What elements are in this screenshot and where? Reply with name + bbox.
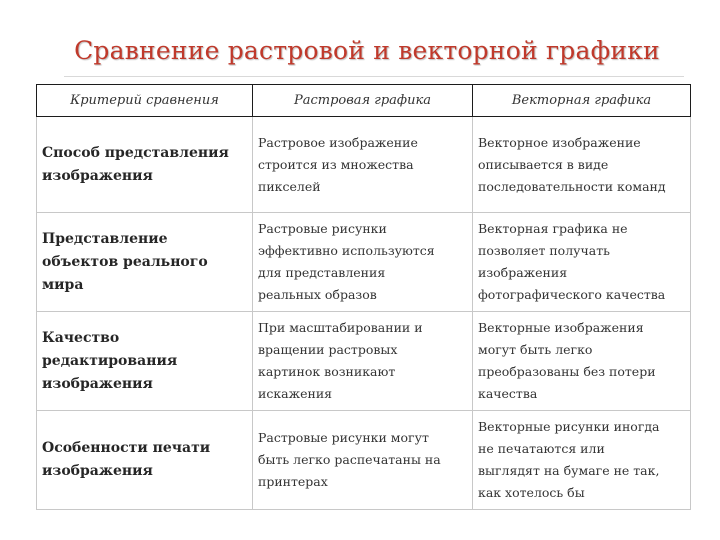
criterion-cell: [37, 213, 253, 312]
cell-line: реальных образов: [258, 287, 377, 302]
cell-line: При масштабировании и: [258, 320, 423, 335]
table-row: [37, 213, 691, 312]
cell-line: принтерах: [258, 474, 328, 489]
cell-line: описывается в виде: [478, 156, 609, 172]
cell-line: Векторное изображение: [478, 134, 641, 150]
slide-title: Сравнение растровой и векторной графики: [74, 36, 660, 65]
cell-line: качества: [478, 386, 538, 401]
table-row: [37, 312, 691, 411]
cell-line: преобразованы без потери: [478, 364, 656, 379]
cell-line: как хотелось бы: [478, 485, 585, 500]
cell-line: Особенности печати: [42, 440, 211, 456]
cell-line: позволяет получать: [478, 243, 610, 258]
cell-line: Растровое изображение: [258, 134, 418, 150]
cell-line: Растровые рисунки могут: [258, 430, 429, 445]
table-header-row: [37, 85, 691, 117]
cell-line: фотографического качества: [478, 287, 666, 302]
cell-line: Качество: [42, 329, 120, 346]
raster-cell: [253, 117, 473, 213]
cell-line: Представление: [42, 230, 168, 247]
raster-cell: [253, 213, 473, 312]
cell-line: пикселей: [258, 178, 321, 194]
criterion-cell: [37, 312, 253, 411]
vector-cell: [473, 312, 691, 411]
cell-line: изображения: [42, 463, 153, 479]
header-vector: Векторная графика: [473, 85, 691, 117]
header-criterion: Критерий сравнения: [37, 85, 253, 117]
cell-line: изображения: [42, 167, 153, 184]
cell-line: Векторные рисунки иногда: [478, 419, 660, 434]
table-row: [37, 411, 691, 510]
cell-line: редактирования: [42, 352, 178, 369]
cell-line: для представления: [258, 265, 386, 280]
cell-line: картинок возникают: [258, 364, 396, 379]
criterion-cell: [37, 411, 253, 510]
title-divider: [64, 76, 684, 77]
cell-line: искажения: [258, 386, 333, 401]
cell-line: быть легко распечатаны на: [258, 452, 441, 467]
cell-line: строится из множества: [258, 156, 414, 172]
comparison-table: [36, 84, 691, 510]
cell-line: эффективно используются: [258, 243, 435, 258]
vector-cell: [473, 213, 691, 312]
cell-line: выглядят на бумаге не так,: [478, 463, 660, 478]
criterion-cell: [37, 117, 253, 213]
cell-line: изображения: [42, 375, 153, 392]
cell-line: не печатаются или: [478, 441, 605, 456]
cell-line: Растровые рисунки: [258, 221, 387, 236]
vector-cell: [473, 411, 691, 510]
cell-line: мира: [42, 276, 84, 293]
vector-cell: [473, 117, 691, 213]
cell-line: объектов реального: [42, 253, 208, 270]
cell-line: последовательности команд: [478, 178, 666, 194]
cell-line: Векторная графика не: [478, 221, 628, 236]
cell-line: Векторные изображения: [478, 320, 644, 335]
header-raster: Растровая графика: [253, 85, 473, 117]
raster-cell: [253, 312, 473, 411]
cell-line: вращении растровых: [258, 342, 398, 357]
raster-cell: [253, 411, 473, 510]
cell-line: могут быть легко: [478, 342, 593, 357]
cell-line: изображения: [478, 265, 568, 280]
table-row: [37, 117, 691, 213]
cell-line: Способ представления: [42, 144, 229, 161]
